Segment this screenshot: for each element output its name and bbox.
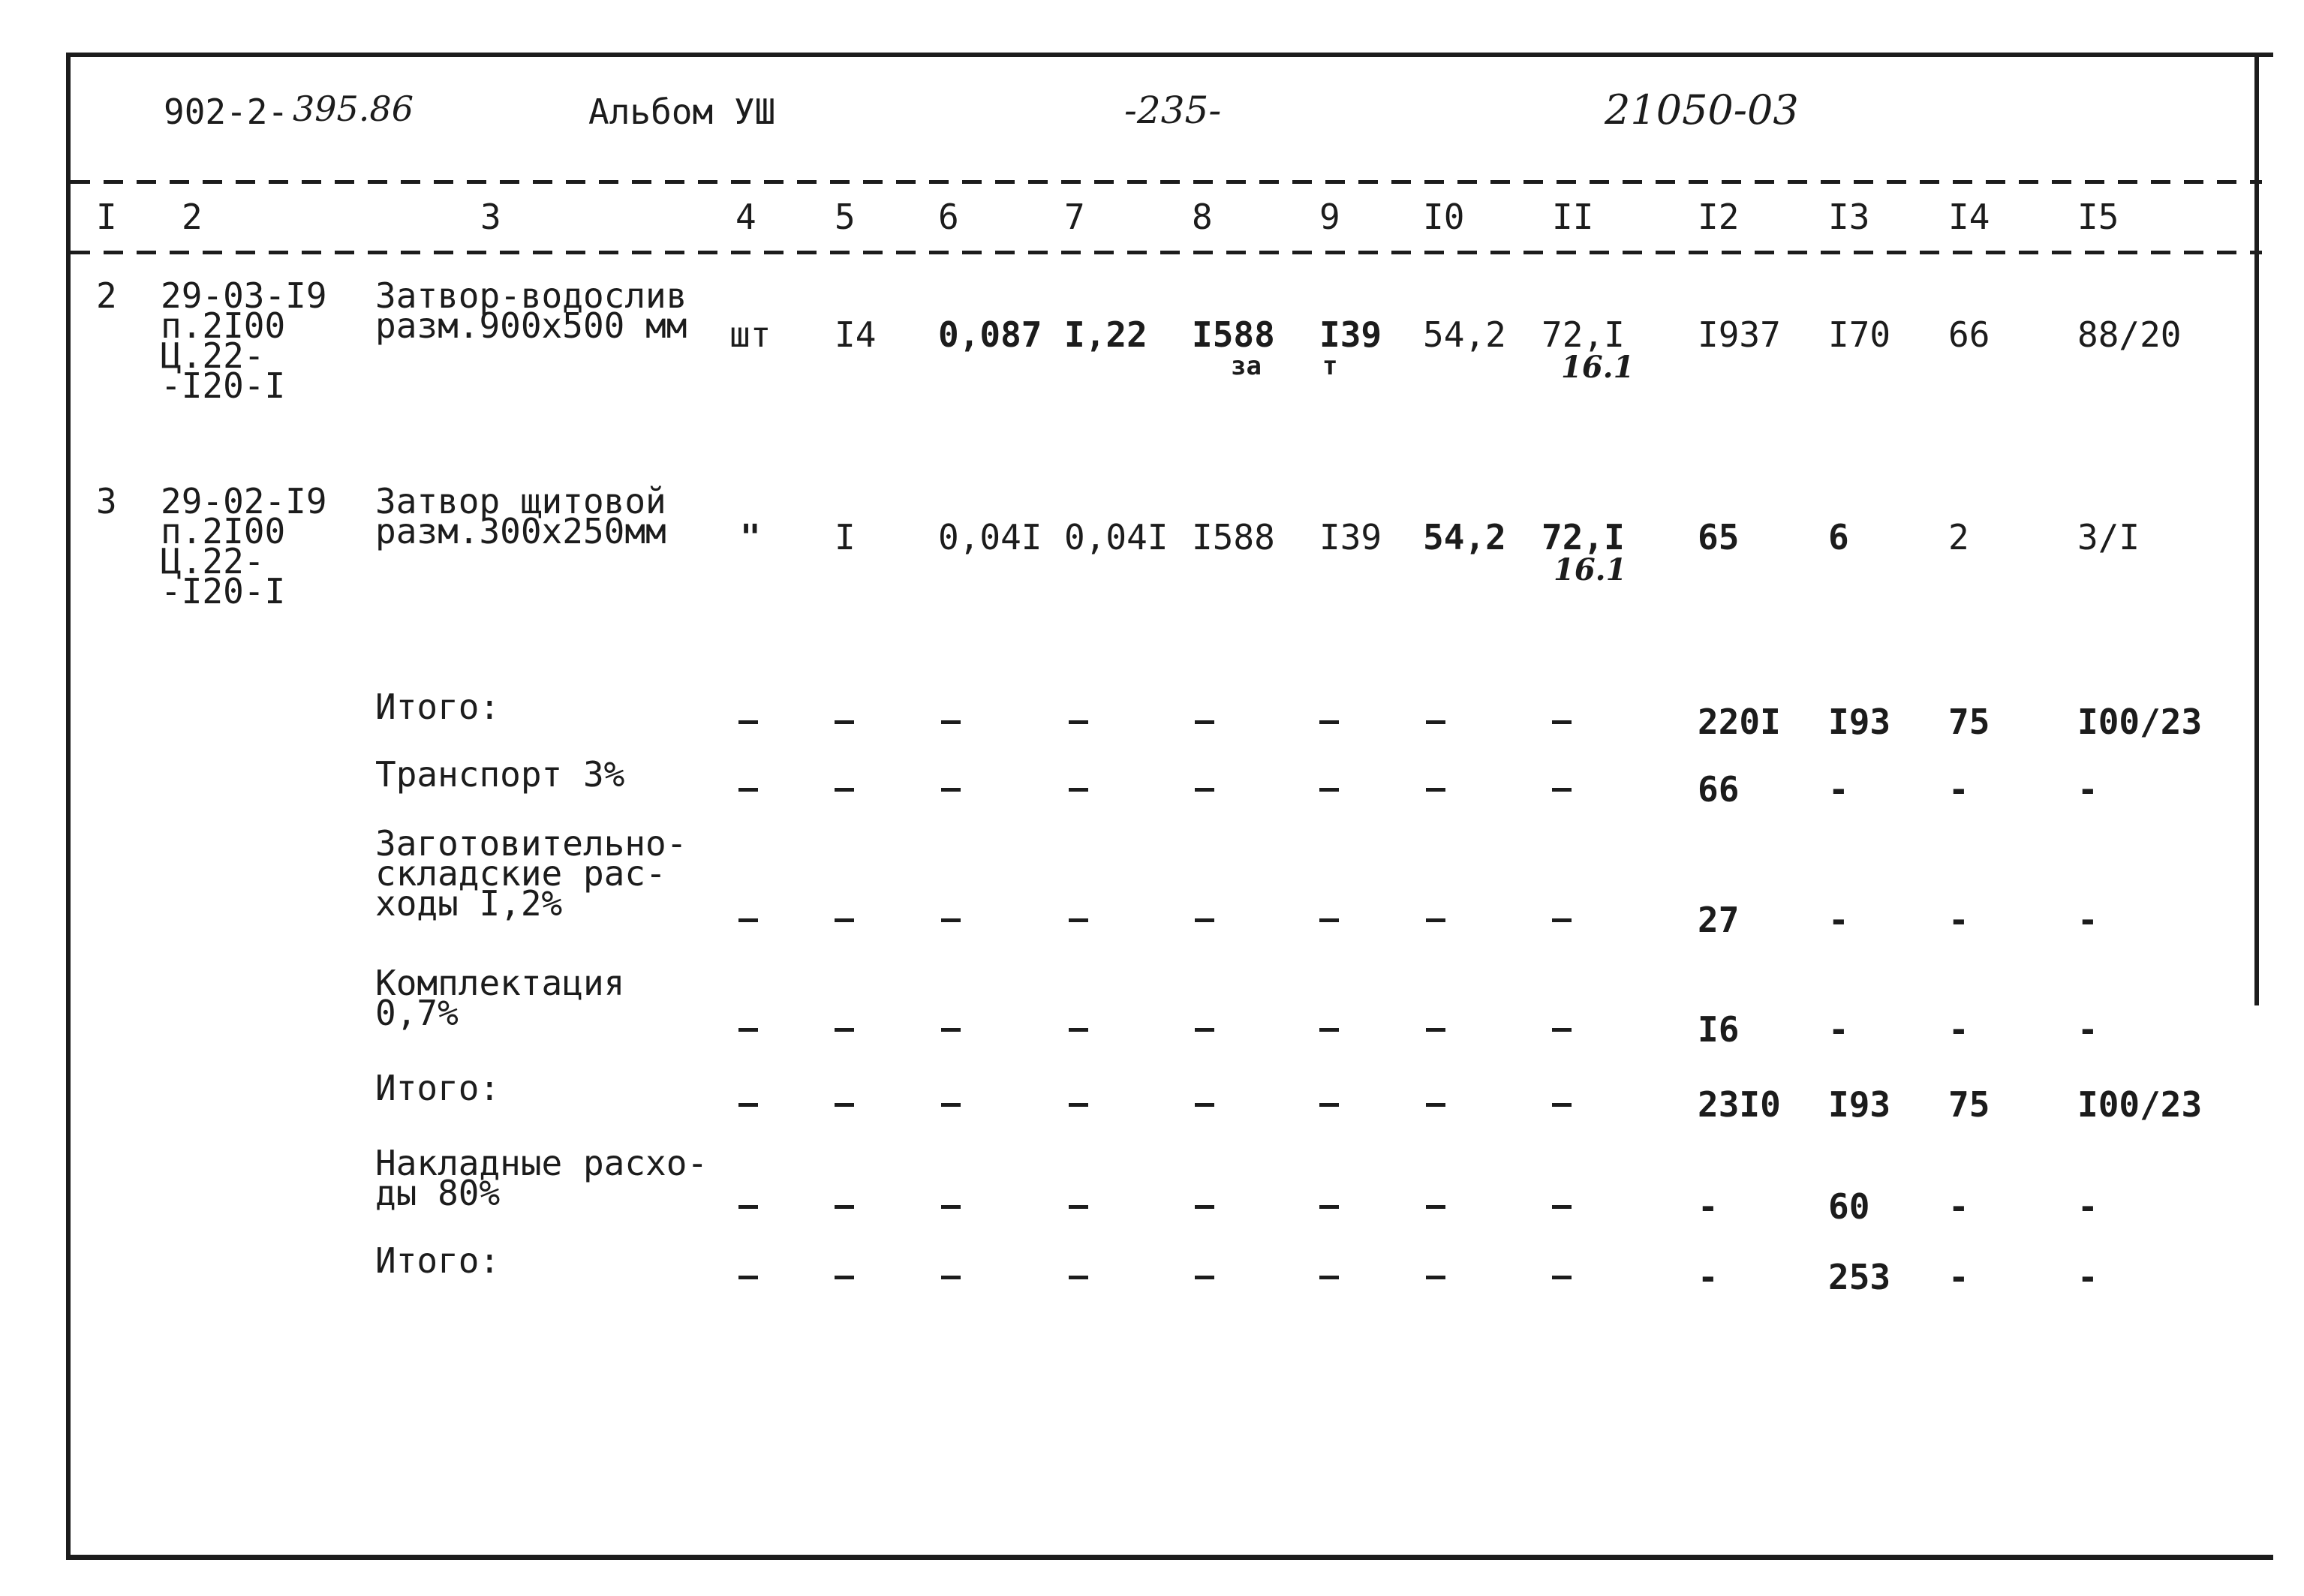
- unit: ": [740, 517, 761, 558]
- empty-cell-dash: [738, 788, 758, 792]
- summary-c14-value: 75: [1948, 702, 1990, 742]
- empty-cell-dash: [835, 1205, 854, 1209]
- col11-value: 72,I: [1542, 314, 1625, 355]
- empty-cell-dash: [941, 918, 961, 922]
- empty-cell-dash: [1195, 1028, 1214, 1032]
- col-number-10: I0: [1423, 197, 1465, 237]
- col-number-8: 8: [1192, 197, 1213, 237]
- unit: шт: [729, 314, 772, 355]
- empty-cell-dash: [1552, 788, 1572, 792]
- row-number: 3: [96, 481, 117, 521]
- summary-c12-value: 66: [1698, 769, 1740, 810]
- summary-c15-value: -: [2077, 769, 2098, 810]
- empty-cell-dash: [1195, 1276, 1214, 1279]
- empty-cell-dash: [835, 918, 854, 922]
- empty-cell-dash: [1069, 1028, 1088, 1032]
- summary-c12-value: -: [1698, 1186, 1719, 1227]
- col-number-12: I2: [1698, 197, 1740, 237]
- empty-cell-dash: [1069, 918, 1088, 922]
- empty-cell-dash: [835, 1276, 854, 1279]
- summary-c13-value: -: [1828, 900, 1849, 940]
- row-number: 2: [96, 275, 117, 316]
- summary-c14-value: -: [1948, 1009, 1969, 1050]
- empty-cell-dash: [941, 788, 961, 792]
- empty-cell-dash: [1319, 918, 1339, 922]
- summary-c14-value: -: [1948, 1257, 1969, 1297]
- item-name: Затвор-водослив разм.900х500 мм: [375, 275, 687, 346]
- col-number-1: I: [96, 197, 117, 237]
- empty-cell-dash: [1069, 788, 1088, 792]
- quantity: I4: [835, 314, 877, 355]
- summary-c13-value: I93: [1828, 702, 1891, 742]
- empty-cell-dash: [1552, 720, 1572, 724]
- empty-cell-dash: [1426, 788, 1445, 792]
- empty-cell-dash: [738, 1205, 758, 1209]
- empty-cell-dash: [1319, 1028, 1339, 1032]
- empty-cell-dash: [1319, 1103, 1339, 1107]
- summary-label: Итого:: [375, 1240, 501, 1281]
- empty-cell-dash: [1426, 918, 1445, 922]
- col10-value: 54,2: [1423, 517, 1506, 558]
- empty-cell-dash: [1426, 720, 1445, 724]
- empty-cell-dash: [1195, 720, 1214, 724]
- summary-c12-value: 27: [1698, 900, 1740, 940]
- summary-c14-value: -: [1948, 900, 1969, 940]
- col-number-14: I4: [1948, 197, 1990, 237]
- empty-cell-dash: [835, 788, 854, 792]
- empty-cell-dash: [738, 1103, 758, 1107]
- summary-c15-value: -: [2077, 1009, 2098, 1050]
- summary-c15-value: -: [2077, 1186, 2098, 1227]
- summary-c15-value: -: [2077, 900, 2098, 940]
- empty-cell-dash: [941, 1205, 961, 1209]
- page-number: -235-: [1124, 89, 1222, 132]
- col6-value: 0,087: [938, 314, 1042, 355]
- col8-value: I588: [1192, 314, 1275, 355]
- summary-label: Накладные расхо- ды 80%: [375, 1143, 708, 1213]
- rate-code: 29-02-I9 п.2I00 Ц.22- -I20-I: [161, 481, 327, 612]
- empty-cell-dash: [1069, 1276, 1088, 1279]
- document-code: 21050-03: [1605, 86, 1799, 134]
- empty-cell-dash: [1195, 1103, 1214, 1107]
- summary-c13-value: I93: [1828, 1084, 1891, 1125]
- empty-cell-dash: [1426, 1028, 1445, 1032]
- empty-cell-dash: [1195, 788, 1214, 792]
- summary-c12-value: -: [1698, 1257, 1719, 1297]
- empty-cell-dash: [738, 1276, 758, 1279]
- empty-cell-dash: [738, 1028, 758, 1032]
- empty-cell-dash: [1426, 1103, 1445, 1107]
- empty-cell-dash: [835, 1028, 854, 1032]
- summary-label: Итого:: [375, 1068, 501, 1108]
- empty-cell-dash: [941, 1276, 961, 1279]
- empty-cell-dash: [1319, 720, 1339, 724]
- col-number-4: 4: [735, 197, 756, 237]
- series-handwritten: 395.86: [293, 89, 414, 129]
- col12-value: 65: [1698, 517, 1740, 558]
- empty-cell-dash: [941, 1028, 961, 1032]
- empty-cell-dash: [1195, 1205, 1214, 1209]
- col-number-11: II: [1552, 197, 1594, 237]
- empty-cell-dash: [941, 720, 961, 724]
- col-number-13: I3: [1828, 197, 1870, 237]
- summary-c12-value: 23I0: [1698, 1084, 1781, 1125]
- summary-c15-value: I00/23: [2077, 702, 2203, 742]
- empty-cell-dash: [1552, 1103, 1572, 1107]
- col13-value: I70: [1828, 314, 1891, 355]
- empty-cell-dash: [1195, 918, 1214, 922]
- col14-value: 66: [1948, 314, 1990, 355]
- col8-note: за: [1231, 351, 1262, 381]
- page-frame-right-edge: [2254, 53, 2259, 1005]
- empty-cell-dash: [1552, 1276, 1572, 1279]
- col9-value: I39: [1319, 314, 1382, 355]
- summary-c12-value: 220I: [1698, 702, 1781, 742]
- series-prefix: 902-2-: [164, 92, 289, 132]
- empty-cell-dash: [941, 1103, 961, 1107]
- empty-cell-dash: [835, 1103, 854, 1107]
- header-rule-bottom: [71, 251, 2262, 254]
- empty-cell-dash: [738, 918, 758, 922]
- summary-c13-value: 253: [1828, 1257, 1891, 1297]
- empty-cell-dash: [1552, 918, 1572, 922]
- summary-c14-value: -: [1948, 1186, 1969, 1227]
- empty-cell-dash: [738, 720, 758, 724]
- album-label: Альбом УШ: [588, 92, 776, 132]
- summary-c13-value: -: [1828, 1009, 1849, 1050]
- header-rule-top: [71, 180, 2262, 184]
- quantity: I: [835, 517, 856, 558]
- summary-c15-value: -: [2077, 1257, 2098, 1297]
- col7-value: I,22: [1064, 314, 1147, 355]
- summary-c13-value: 60: [1828, 1186, 1870, 1227]
- col15-value: 3/I: [2077, 517, 2140, 558]
- col12-value: I937: [1698, 314, 1781, 355]
- col11-note: 16.1: [1554, 552, 1627, 588]
- col9-note: т: [1322, 351, 1338, 381]
- empty-cell-dash: [1552, 1205, 1572, 1209]
- summary-c12-value: I6: [1698, 1009, 1740, 1050]
- empty-cell-dash: [1426, 1205, 1445, 1209]
- summary-label: Заготовительно- складские рас- ходы I,2%: [375, 823, 687, 924]
- col13-value: 6: [1828, 517, 1849, 558]
- item-name: Затвор щитовой разм.300х250мм: [375, 481, 666, 552]
- col-number-7: 7: [1064, 197, 1085, 237]
- col11-note: 16.1: [1561, 350, 1635, 385]
- empty-cell-dash: [1069, 720, 1088, 724]
- summary-c13-value: -: [1828, 769, 1849, 810]
- col10-value: 54,2: [1423, 314, 1506, 355]
- summary-label: Транспорт 3%: [375, 754, 625, 795]
- col-number-3: 3: [480, 197, 501, 237]
- col-number-6: 6: [938, 197, 959, 237]
- empty-cell-dash: [1426, 1276, 1445, 1279]
- col14-value: 2: [1948, 517, 1969, 558]
- empty-cell-dash: [1069, 1103, 1088, 1107]
- col-number-15: I5: [2077, 197, 2119, 237]
- col9-value: I39: [1319, 517, 1382, 558]
- rate-code: 29-03-I9 п.2I00 Ц.22- -I20-I: [161, 275, 327, 406]
- col-number-9: 9: [1319, 197, 1340, 237]
- col15-value: 88/20: [2077, 314, 2182, 355]
- summary-c14-value: 75: [1948, 1084, 1990, 1125]
- summary-label: Итого:: [375, 687, 501, 727]
- col8-value: I588: [1192, 517, 1275, 558]
- col11-value: 72,I: [1542, 517, 1625, 558]
- empty-cell-dash: [1069, 1205, 1088, 1209]
- col6-value: 0,04I: [938, 517, 1042, 558]
- summary-c15-value: I00/23: [2077, 1084, 2203, 1125]
- summary-c14-value: -: [1948, 769, 1969, 810]
- col7-value: 0,04I: [1064, 517, 1169, 558]
- empty-cell-dash: [1319, 1205, 1339, 1209]
- empty-cell-dash: [1552, 1028, 1572, 1032]
- empty-cell-dash: [1319, 788, 1339, 792]
- col-number-5: 5: [835, 197, 856, 237]
- empty-cell-dash: [1319, 1276, 1339, 1279]
- col-number-2: 2: [182, 197, 203, 237]
- summary-label: Комплектация 0,7%: [375, 963, 625, 1033]
- empty-cell-dash: [835, 720, 854, 724]
